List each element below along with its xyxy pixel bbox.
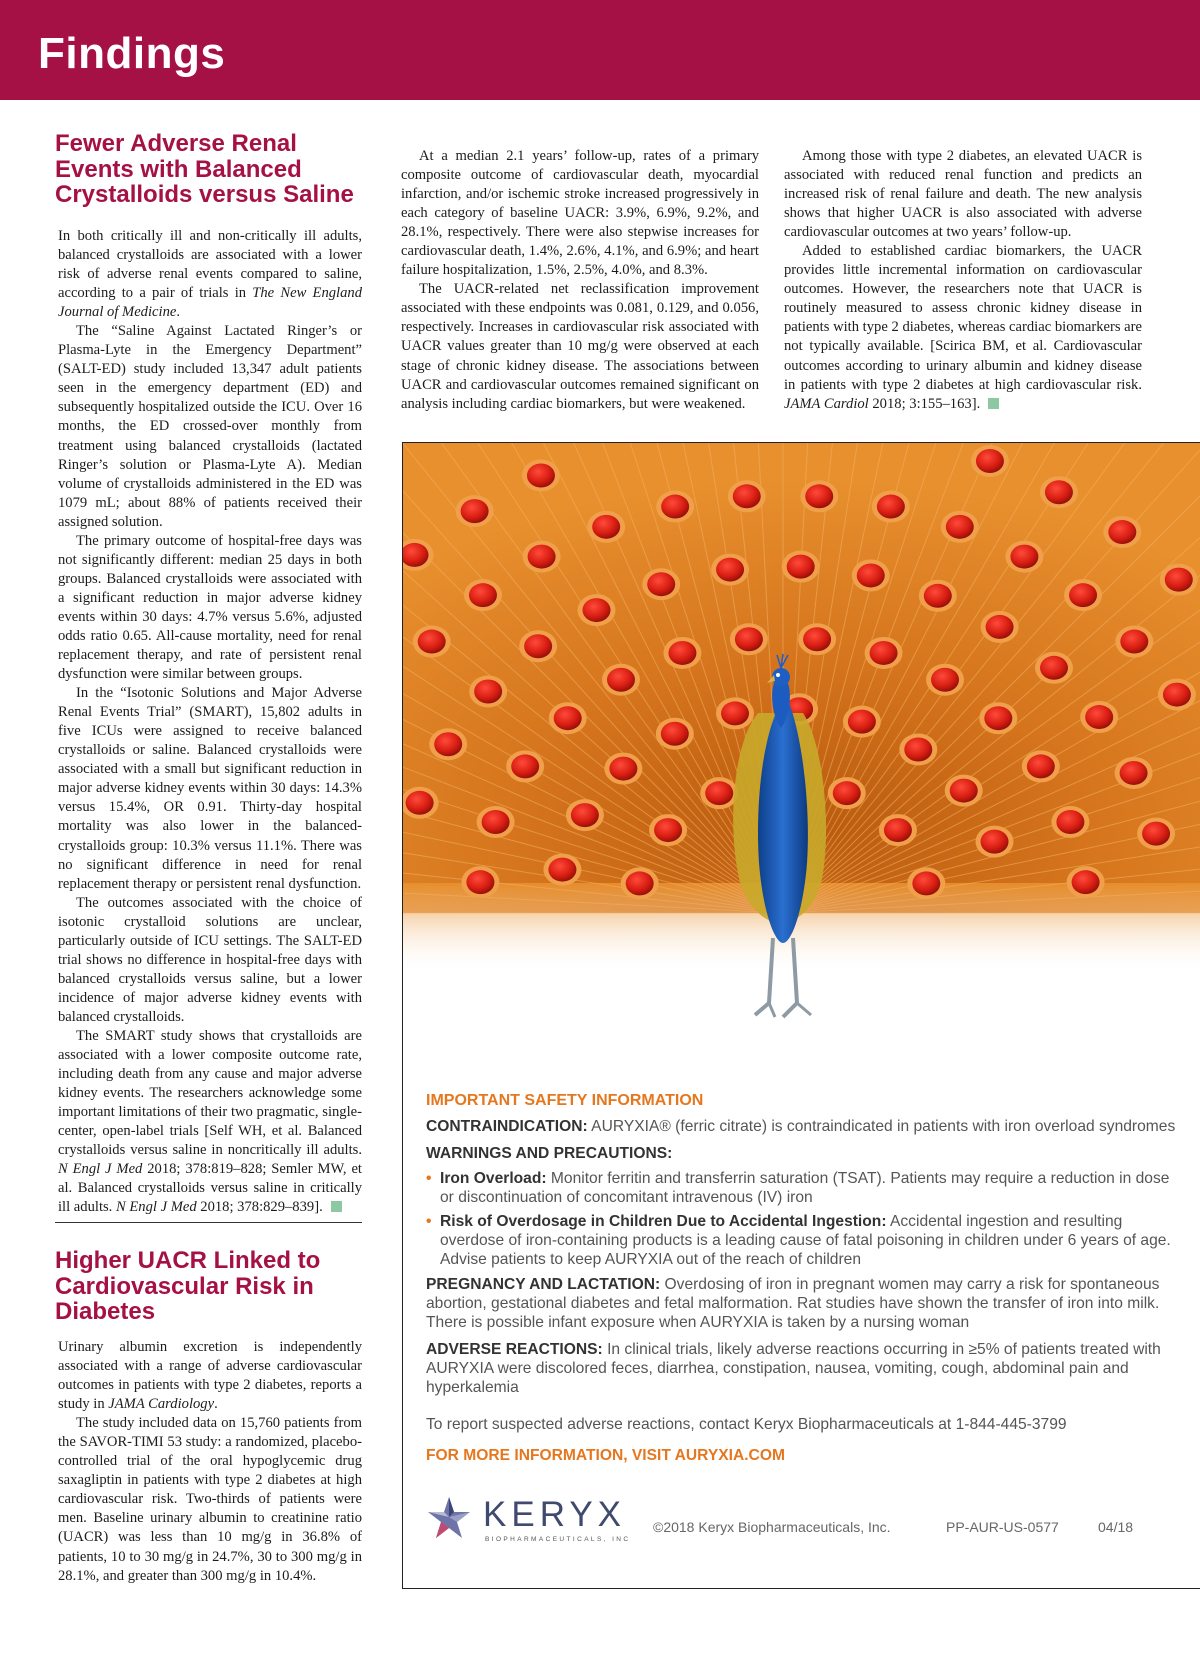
feather-eye xyxy=(429,728,467,760)
keryx-star-icon xyxy=(426,1495,472,1541)
feather-eye xyxy=(728,480,766,512)
pregnancy-lactation-text: PREGNANCY AND LACTATION: Overdosing of iron in pregnant women may carry a risk for spontaneous abortion, gestational diabetes and fetal malformation. Rat studies have shown the transfer of iron into milk. There is possible infant exposure when AURYXIA is taken by a nursing woman xyxy=(426,1276,1160,1331)
article2-title: Higher UACR Linked to Cardiovascular Risk in Diabetes xyxy=(55,1247,321,1325)
article2-paragraph: The study included data on 15,760 patients from the SAVOR-TIMI 53 study: a randomized, placebo-controlled trial of the oral hypoglycemic drug saxagliptin in patients with type 2 diabetes at high cardiovascular risk. Two-thirds of patients were men. Baseline urinary albumin to creatinine ratio (UACR) was less than 10 mg/g in 36.8% of patients, 10 to 30 mg/g in 24.7%, 30 to 300 mg/g in 28.1%, and greater than 300 mg/g in 10.4%. xyxy=(58,1415,362,1584)
keryx-logo xyxy=(426,1495,646,1553)
article1-title: Fewer Adverse Renal Events with Balanced Crystalloids versus Saline xyxy=(55,130,354,208)
feather-eye xyxy=(945,775,983,807)
article2-body-col3 xyxy=(784,147,1142,414)
feather-eye xyxy=(852,559,890,591)
feather-eye xyxy=(477,806,515,838)
feather-eye xyxy=(602,664,640,696)
feather-eye xyxy=(1051,806,1089,838)
section-divider xyxy=(55,1222,362,1223)
feather-eye xyxy=(604,753,642,785)
feather-eye xyxy=(879,814,917,846)
feather-eye xyxy=(464,579,502,611)
feather-eye xyxy=(798,623,836,655)
feather-eye xyxy=(549,702,587,734)
article2-body-col2 xyxy=(401,147,759,414)
keryx-subtitle: BIOPHARMACEUTICALS, INC xyxy=(485,1536,631,1543)
ad-job-code: PP-AUR-US-0577 xyxy=(946,1519,1059,1535)
ad-copyright: ©2018 Keryx Biopharmaceuticals, Inc. xyxy=(653,1519,891,1535)
feather-eye xyxy=(730,623,768,655)
feather-eye xyxy=(700,777,738,809)
feather-eye xyxy=(865,637,903,669)
feather-eye xyxy=(1115,757,1153,789)
ad-date: 04/18 xyxy=(1098,1519,1134,1535)
feather-eye xyxy=(899,733,937,765)
feather-eye xyxy=(1137,818,1175,850)
feather-eye xyxy=(1035,652,1073,684)
isi-heading: IMPORTANT SAFETY INFORMATION xyxy=(426,1092,704,1109)
feather-eye xyxy=(587,511,625,543)
feather-eye xyxy=(926,664,964,696)
feather-eye xyxy=(1022,750,1060,782)
article2-body-col1 xyxy=(58,1338,362,1586)
feather-eye xyxy=(1158,679,1196,711)
article1-body xyxy=(58,227,362,1217)
end-of-article-mark xyxy=(988,398,999,409)
feather-eye xyxy=(971,445,1009,477)
feather-eye xyxy=(1103,516,1141,548)
feather-eye xyxy=(800,480,838,512)
feather-eye xyxy=(1080,701,1118,733)
feather-eye xyxy=(413,626,451,658)
article1-paragraph: The SMART study shows that crystalloids are associated with a lower composite outcome rate, including death from any cause and major adverse kidney events. The researchers acknowledge some important limitations of their two pragmatic, single-center, open-label trials [Self WH, et al. Balanced crystalloids versus saline in noncritically ill adults. N Engl J Med 2018; 378:819–828; Semler MW, et al. Balanced crystalloids versus saline in critically ill adults. N Engl J Med 2018; 378:829–839]. xyxy=(58,1027,362,1216)
feather-eye xyxy=(1067,866,1105,898)
feather-eye xyxy=(716,697,754,729)
feather-eye xyxy=(506,750,544,782)
feather-eye xyxy=(456,495,494,527)
keryx-wordmark: KERYX xyxy=(483,1495,627,1534)
feather-eye xyxy=(461,866,499,898)
feather-eye xyxy=(919,580,957,612)
feather-eye xyxy=(642,568,680,600)
article1-paragraph: The primary outcome of hospital-free days was not significantly different: median 25 days in both groups. Balanced crystalloids were associated with a significant reduction in major adverse kidney events within 30 days: 4.7% versus 5.6%, adjusted odds ratio 0.65. All-cause mortality, need for renal replacement therapy, and rate of persistent renal dysfunction were similar between groups. xyxy=(58,532,362,683)
contraindication-text: CONTRAINDICATION: AURYXIA® (ferric citrate) is contraindicated in patients with iron overload syndromes xyxy=(426,1118,1176,1135)
warning-bullet-iron-overload: • Iron Overload: Monitor ferritin and transferrin saturation (TSAT). Patients may require a reduction in dose or discontinuation of concomitant intravenous (IV) iron xyxy=(426,1170,1170,1206)
feather-eye xyxy=(1115,626,1153,658)
article2-paragraph: Urinary albumin excretion is independently associated with a range of adverse cardiovascular outcomes in patients with type 2 diabetes, reports a study in JAMA Cardiology. xyxy=(58,1339,362,1413)
article1-paragraph: In the “Isotonic Solutions and Major Adverse Renal Events Trial” (SMART), 15,802 adults in five ICUs were assigned to receive balanced crystalloids or saline. Balanced crystalloids were associated with a small but significant reduction in major adverse kidney events within 30 days: 14.3% versus 15.4%, OR 0.91. Thirty-day hospital mortality was also lower in the balanced-crystalloids group: 10.3% versus 11.1%. There was no significant difference in need for renal replacement therapy or persistent renal dysfunction. xyxy=(58,685,362,892)
feather-eye xyxy=(872,491,910,523)
feather-eye xyxy=(543,854,581,886)
feather-eye xyxy=(663,637,701,669)
feather-eye xyxy=(519,630,557,662)
article1-paragraph: In both critically ill and non-critically ill adults, balanced crystalloids are associated with a lower risk of adverse renal events compared to saline, according to a pair of trials in The New England Journal of Medicine. xyxy=(58,228,362,321)
warnings-heading: WARNINGS AND PRECAUTIONS: xyxy=(426,1145,673,1162)
feather-eye xyxy=(976,826,1014,858)
feather-eye xyxy=(907,867,945,899)
page-title: Findings xyxy=(38,29,226,78)
feather-eye xyxy=(566,799,604,831)
more-info-link[interactable]: FOR MORE INFORMATION, VISIT AURYXIA.COM xyxy=(426,1447,785,1464)
peacock-illustration xyxy=(403,443,1200,1083)
feather-eye xyxy=(828,777,866,809)
feather-eye xyxy=(981,611,1019,643)
feather-eye xyxy=(1005,541,1043,573)
feather-eye xyxy=(469,675,507,707)
adverse-reactions-text: ADVERSE REACTIONS: In clinical trials, likely adverse reactions occurring in ≥5% of patients treated with AURYXIA were discolored feces, diarrhea, constipation, nausea, vomiting, cough, abdominal pain and hyperkalemia xyxy=(426,1341,1161,1396)
article2-paragraph: The UACR-related net reclassification improvement associated with these endpoints was 0.081, 0.129, and 0.056, respectively. Increases in cardiovascular risk associated with UACR values greater than 10 mg/g were observed at each stage of chronic kidney disease. The associations between UACR and cardiovascular outcomes remained significant on analysis including cardiac biomarkers, but were weakened. xyxy=(401,281,759,412)
feather-eye xyxy=(523,541,561,573)
feather-eye xyxy=(578,594,616,626)
report-adverse-reactions: To report suspected adverse reactions, contact Keryx Biopharmaceuticals at 1-844-445-3799 xyxy=(426,1416,1067,1433)
feather-eye xyxy=(711,554,749,586)
article1-paragraph: The outcomes associated with the choice of isotonic crystalloid solutions are unclear, particularly outside of ICU settings. The SALT-ED trial shows no difference in hospital-free days with balanced crystalloids versus saline, but a lower incidence of major adverse kidney events with balanced crystalloids. xyxy=(58,894,362,1025)
feather-eye xyxy=(941,511,979,543)
article2-paragraph: At a median 2.1 years’ follow-up, rates of a primary composite outcome of cardiovascular death, myocardial infarction, and/or ischemic stroke increased progressively in each category of baseline UACR: 3.9%, 6.9%, 9.2%, and 28.1%, respectively. There were also stepwise increases for cardiovascular death, 1.4%, 2.6%, 4.1%, and 6.9%; and heart failure hospitalization, 1.5%, 2.5%, 4.0%, and 8.3%. xyxy=(401,148,759,279)
feather-eye xyxy=(1160,564,1198,596)
feather-eye xyxy=(1064,579,1102,611)
feather-eye xyxy=(979,702,1017,734)
feather-eye xyxy=(843,706,881,738)
feather-eye xyxy=(621,867,659,899)
warning-bullet-overdosage: • Risk of Overdosage in Children Due to Accidental Ingestion: Accidental ingestion and resulting overdose of iron-containing products is a leading cause of fatal poisoning in children under 6 years of age. Advise patients to keep AURYXIA out of the reach of children xyxy=(426,1213,1171,1268)
header-band xyxy=(0,0,1200,100)
end-of-article-mark xyxy=(331,1201,342,1212)
feather-eye xyxy=(656,491,694,523)
feather-eye xyxy=(649,814,687,846)
auryxia-advertisement xyxy=(402,442,1200,1589)
article2-paragraph: Among those with type 2 diabetes, an elevated UACR is associated with reduced renal function and predicts an increased risk of renal failure and death. The new analysis shows that higher UACR is also associated with adverse cardiovascular outcomes at two years’ follow-up. xyxy=(784,148,1142,241)
feather-eye xyxy=(1040,476,1078,508)
feather-eye xyxy=(656,718,694,750)
feather-eye xyxy=(522,460,560,492)
article2-paragraph: Added to established cardiac biomarkers, the UACR provides little incremental information on cardiovascular outcomes. However, the researchers note that UACR is routinely measured to assess chronic kidney disease in patients with type 2 diabetes, whereas cardiac biomarkers are not typically available. [Scirica BM, et al. Cardiovascular outcomes according to urinary albumin and kidney disease in patients with type 2 diabetes at high cardiovascular risk. JAMA Cardiol 2018; 3:155–163]. xyxy=(784,243,1142,412)
feather-eye xyxy=(782,551,820,583)
article1-paragraph: The “Saline Against Lactated Ringer’s or Plasma-Lyte in the Emergency Department” (SALT-ED) study included 13,347 adult patients seen in the emergency department (ED) and subsequently hospitalized outside the ICU. Over 16 months, the ED crossed-over monthly from treatment using balanced crystalloids (lactated Ringer’s solution or Plasma-Lyte A). Median volume of crystalloids administered in the ED was 1079 mL; about 88% of patients received their assigned solution. xyxy=(58,323,362,530)
important-safety-information xyxy=(426,1091,1176,1465)
